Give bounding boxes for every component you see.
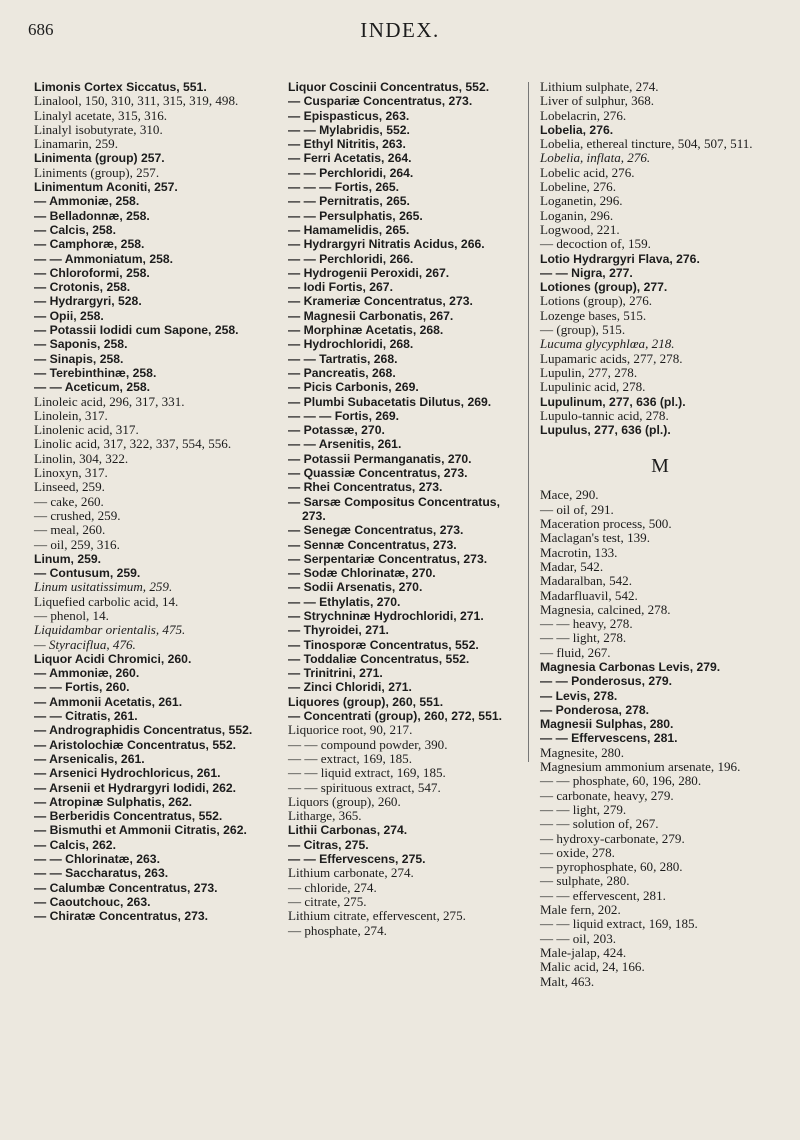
- index-entry: — decoction of, 159.: [540, 236, 651, 252]
- index-column-3: [540, 80, 780, 989]
- index-entry: — Strychninæ Hydrochloridi, 271.: [288, 608, 484, 623]
- index-entry: — Ponderosa, 278.: [540, 702, 650, 717]
- index-entry: Lobelia, inflata, 276.: [540, 150, 651, 166]
- index-entry: Linoxyn, 317.: [34, 465, 108, 481]
- index-entry: Lobelia, 276.: [540, 122, 614, 137]
- index-entry: Lucuma glycyphlœa, 218.: [540, 336, 675, 352]
- index-entry: — — light, 278.: [540, 630, 627, 646]
- index-entry: — — Effervescens, 275.: [288, 852, 426, 867]
- index-entry: — — liquid extract, 169, 185.: [288, 765, 446, 781]
- index-entry: Linalool, 150, 310, 311, 315, 319, 498.: [34, 93, 239, 109]
- index-entry: — Saponis, 258.: [34, 337, 128, 352]
- index-entry: — — spirituous extract, 547.: [288, 779, 441, 795]
- index-entry: — Picis Carbonis, 269.: [288, 380, 419, 395]
- index-entry: — Opii, 258.: [34, 308, 104, 323]
- index-entry: — Calumbæ Concentratus, 273.: [34, 880, 218, 895]
- index-entry: — Styraciflua, 476.: [34, 636, 136, 652]
- index-entry: Lupulus, 277, 636 (pl.).: [540, 423, 671, 438]
- index-entry: — Ammoniæ, 260.: [34, 666, 140, 681]
- index-entry: Lozenge bases, 515.: [540, 307, 647, 323]
- page-number: 686: [28, 20, 54, 39]
- index-entry: — Potassii Permanganatis, 270.: [288, 451, 472, 466]
- index-entry: — Andrographidis Concentratus, 552.: [34, 723, 253, 738]
- index-entry: — Belladonnæ, 258.: [34, 208, 150, 223]
- index-entry: — Calcis, 262.: [34, 837, 116, 852]
- index-entry: Magnesium ammonium arsenate, 196.: [540, 759, 741, 775]
- index-entry: Loganetin, 296.: [540, 193, 623, 209]
- index-entry: Linimenta (group) 257.: [34, 151, 165, 166]
- index-entry: — crushed, 259.: [34, 507, 121, 523]
- index-entry: Logwood, 221.: [540, 221, 620, 237]
- index-entry: Linum, 259.: [34, 551, 102, 566]
- index-entry: Macrotin, 133.: [540, 544, 618, 560]
- index-entry: — — Fortis, 260.: [34, 680, 130, 695]
- index-entry: — oil, 259, 316.: [34, 536, 120, 552]
- index-entry: — Krameriæ Concentratus, 273.: [288, 294, 473, 309]
- index-entry: Maceration process, 500.: [540, 516, 672, 532]
- index-column-1: [34, 80, 266, 924]
- index-entry: — Trinitrini, 271.: [288, 666, 383, 681]
- index-entry: Magnesia Carbonas Levis, 279.: [540, 659, 721, 674]
- index-entry: — fluid, 267.: [540, 644, 611, 660]
- index-entry: — Hydrargyri Nitratis Acidus, 266.: [288, 237, 485, 252]
- index-column-2: [288, 80, 520, 938]
- index-entry: Lithium citrate, effervescent, 275.: [288, 908, 466, 924]
- index-entry: — — heavy, 278.: [540, 616, 633, 632]
- index-entry: — Sarsæ Compositus Concentratus, 273.: [288, 494, 500, 523]
- index-entry: — Hydrogenii Peroxidi, 267.: [288, 265, 450, 280]
- index-entry: Lobelia, ethereal tincture, 504, 507, 511.: [540, 136, 753, 152]
- index-entry: Lithii Carbonas, 274.: [288, 823, 408, 838]
- index-entry: — Toddaliæ Concentratus, 552.: [288, 651, 470, 666]
- index-entry: — Aristolochiæ Concentratus, 552.: [34, 737, 237, 752]
- index-entry: — — compound powder, 390.: [288, 736, 448, 752]
- index-entry: — oil of, 291.: [540, 501, 614, 517]
- index-entry: — — phosphate, 60, 196, 280.: [540, 773, 702, 789]
- index-entry: Magnesii Sulphas, 280.: [540, 717, 674, 732]
- index-entry: Lithium carbonate, 274.: [288, 865, 414, 881]
- index-entry: — — solution of, 267.: [540, 816, 659, 832]
- index-entry: — — Effervescens, 281.: [540, 731, 678, 746]
- index-entry: — — Arsenitis, 261.: [288, 437, 402, 452]
- index-entry: — Hydrochloridi, 268.: [288, 337, 414, 352]
- index-entry: — Pancreatis, 268.: [288, 365, 396, 380]
- index-entry: — (group), 515.: [540, 322, 626, 338]
- index-entry: Maclagan's test, 139.: [540, 530, 650, 546]
- index-entry: Madaralban, 542.: [540, 573, 632, 589]
- index-entry: — Citras, 275.: [288, 837, 369, 852]
- index-entry: — Thyroidei, 271.: [288, 623, 389, 638]
- index-entry: Linoleic acid, 296, 317, 331.: [34, 393, 185, 409]
- index-entry: — Senegæ Concentratus, 273.: [288, 523, 464, 538]
- index-entry: Litharge, 365.: [288, 808, 362, 824]
- index-entry: Malic acid, 24, 166.: [540, 959, 645, 975]
- index-entry: Liver of sulphur, 368.: [540, 93, 655, 109]
- index-entry: — Levis, 278.: [540, 688, 618, 703]
- index-entry: Linseed, 259.: [34, 479, 105, 495]
- index-entry: — Sinapis, 258.: [34, 351, 124, 366]
- index-entry: — — — Fortis, 269.: [288, 408, 400, 423]
- index-entry: — Ferri Acetatis, 264.: [288, 151, 412, 166]
- index-entry: — phosphate, 274.: [288, 922, 387, 938]
- index-entry: — cake, 260.: [34, 493, 104, 509]
- index-entry: — — Chlorinatæ, 263.: [34, 852, 160, 867]
- index-entry: — citrate, 275.: [288, 893, 367, 909]
- index-entry: — Iodi Fortis, 267.: [288, 280, 393, 295]
- index-entry: — chloride, 274.: [288, 879, 377, 895]
- index-entry: — Arsenicalis, 261.: [34, 751, 145, 766]
- index-entry: Linimentum Aconiti, 257.: [34, 180, 178, 195]
- index-entry: — — extract, 169, 185.: [288, 750, 413, 766]
- index-entry: — — Citratis, 261.: [34, 709, 138, 724]
- index-entry: Madarfluavil, 542.: [540, 587, 638, 603]
- index-entry: — Serpentariæ Concentratus, 273.: [288, 551, 488, 566]
- index-entry: — Potassii Iodidi cum Sapone, 258.: [34, 323, 239, 338]
- index-entry: — — Aceticum, 258.: [34, 380, 151, 395]
- index-entry: — Zinci Chloridi, 271.: [288, 680, 412, 695]
- index-entry: — — Saccharatus, 263.: [34, 866, 169, 881]
- index-entry: — Potassæ, 270.: [288, 423, 385, 438]
- index-entry: Lobeline, 276.: [540, 179, 616, 195]
- index-entry: — — Ponderosus, 279.: [540, 674, 673, 689]
- index-entry: — — Pernitratis, 265.: [288, 194, 410, 209]
- index-entry: — — — Fortis, 265.: [288, 180, 400, 195]
- index-entry: — Crotonis, 258.: [34, 280, 131, 295]
- index-entry: Madar, 542.: [540, 558, 604, 574]
- index-entry: Linolenic acid, 317.: [34, 422, 139, 438]
- index-entry: Liquores (group), 260, 551.: [288, 694, 444, 709]
- index-entry: — oxide, 278.: [540, 844, 615, 860]
- index-entry: Liquor Acidi Chromici, 260.: [34, 651, 192, 666]
- index-entry: — Ethyl Nitritis, 263.: [288, 137, 406, 152]
- index-entry: — Arsenii et Hydrargyri Iodidi, 262.: [34, 780, 237, 795]
- index-entry: Lotiones (group), 277.: [540, 280, 668, 295]
- index-entry: Linum usitatissimum, 259.: [34, 579, 173, 595]
- index-entry: Liquors (group), 260.: [288, 793, 401, 809]
- index-entry: — Rhei Concentratus, 273.: [288, 480, 443, 495]
- index-entry: — Ammoniæ, 258.: [34, 194, 140, 209]
- index-entry: Lupulo-tannic acid, 278.: [540, 407, 669, 423]
- index-entry: — Sennæ Concentratus, 273.: [288, 537, 457, 552]
- index-entry: Lobelic acid, 276.: [540, 164, 635, 180]
- index-entry: — Caoutchouc, 263.: [34, 894, 151, 909]
- index-entry: Linolin, 304, 322.: [34, 450, 129, 466]
- index-entry: Lupulin, 277, 278.: [540, 364, 638, 380]
- index-entry: — — Mylabridis, 552.: [288, 122, 410, 137]
- index-entry: Liquorice root, 90, 217.: [288, 722, 413, 738]
- index-entry: — Cuspariæ Concentratus, 273.: [288, 94, 473, 109]
- index-entry: Lupulinic acid, 278.: [540, 379, 646, 395]
- index-entry: Male fern, 202.: [540, 902, 621, 918]
- index-entry: — — Persulphatis, 265.: [288, 208, 423, 223]
- index-entry: — carbonate, heavy, 279.: [540, 787, 674, 803]
- index-entry: Linamarin, 259.: [34, 136, 118, 152]
- index-entry: — — Nigra, 277.: [540, 265, 633, 280]
- index-entry: Liquefied carbolic acid, 14.: [34, 593, 179, 609]
- index-entry: Limonis Cortex Siccatus, 551.: [34, 80, 207, 94]
- index-entry: — Quassiæ Concentratus, 273.: [288, 466, 468, 481]
- index-entry: — — Perchloridi, 266.: [288, 251, 414, 266]
- column-rule: [528, 82, 529, 762]
- index-entry: — Tinosporæ Concentratus, 552.: [288, 637, 479, 652]
- index-entry: Liniments (group), 257.: [34, 164, 160, 180]
- index-entry: Lupamaric acids, 277, 278.: [540, 350, 683, 366]
- index-entry: Lithium sulphate, 274.: [540, 79, 659, 94]
- index-entry: Loganin, 296.: [540, 207, 614, 223]
- running-head: INDEX.: [360, 18, 440, 42]
- index-entry: — Plumbi Subacetatis Dilutus, 269.: [288, 394, 492, 409]
- index-entry: Liquidambar orientalis, 475.: [34, 622, 186, 638]
- index-entry: — Terebinthinæ, 258.: [34, 365, 157, 380]
- index-entry: — Atropinæ Sulphatis, 262.: [34, 794, 193, 809]
- index-entry: Lupulinum, 277, 636 (pl.).: [540, 394, 686, 409]
- index-entry: — Morphinæ Acetatis, 268.: [288, 323, 444, 338]
- index-entry: Liquor Coscinii Concentratus, 552.: [288, 80, 490, 94]
- index-entry: — Magnesii Carbonatis, 267.: [288, 308, 454, 323]
- index-entry: — Camphoræ, 258.: [34, 237, 145, 252]
- index-entry: — — effervescent, 281.: [540, 887, 666, 903]
- index-entry: — Epispasticus, 263.: [288, 108, 410, 123]
- index-entry: — Sodæ Chlorinatæ, 270.: [288, 566, 436, 581]
- index-entry: Linolein, 317.: [34, 407, 108, 423]
- index-entry: Male-jalap, 424.: [540, 944, 627, 960]
- index-entry: — pyrophosphate, 60, 280.: [540, 859, 683, 875]
- index-entry: — — Ammoniatum, 258.: [34, 251, 174, 266]
- index-entry: — Bismuthi et Ammonii Citratis, 262.: [34, 823, 247, 838]
- index-entry: Linalyl isobutyrate, 310.: [34, 121, 163, 137]
- index-entry: Lobelacrin, 276.: [540, 107, 627, 123]
- index-entry: Linalyl acetate, 315, 316.: [34, 107, 168, 123]
- index-entry: — sulphate, 280.: [540, 873, 630, 889]
- index-entry: — phenol, 14.: [34, 607, 109, 623]
- index-entry: — Hydrargyri, 528.: [34, 294, 142, 309]
- index-entry: — — Tartratis, 268.: [288, 351, 398, 366]
- index-entry: Magnesia, calcined, 278.: [540, 601, 671, 617]
- index-entry: — Sodii Arsenatis, 270.: [288, 580, 423, 595]
- index-entry: — Chiratæ Concentratus, 273.: [34, 909, 209, 924]
- index-entry: — Calcis, 258.: [34, 222, 116, 237]
- index-entry: — — oil, 203.: [540, 930, 617, 946]
- index-entry: — Chloroformi, 258.: [34, 265, 150, 280]
- index-entry: — Arsenici Hydrochloricus, 261.: [34, 766, 221, 781]
- index-entry: — — light, 279.: [540, 801, 627, 817]
- index-entry: Magnesite, 280.: [540, 744, 625, 760]
- index-entry: Linolic acid, 317, 322, 337, 554, 556.: [34, 436, 232, 452]
- index-entry: — hydroxy-carbonate, 279.: [540, 830, 685, 846]
- index-entry: Lotio Hydrargyri Flava, 276.: [540, 251, 700, 266]
- index-entry: — — Ethylatis, 270.: [288, 594, 401, 609]
- index-entry: — meal, 260.: [34, 522, 106, 538]
- index-entry: Mace, 290.: [540, 487, 599, 503]
- index-entry: Malt, 463.: [540, 973, 595, 989]
- section-letter: M: [651, 455, 669, 478]
- index-entry: — Contusum, 259.: [34, 566, 141, 581]
- index-entry: — Concentrati (group), 260, 272, 551.: [288, 709, 503, 724]
- index-entry: — — Perchloridi, 264.: [288, 165, 414, 180]
- index-entry: — Berberidis Concentratus, 552.: [34, 809, 223, 824]
- index-entry: — Hamamelidis, 265.: [288, 222, 410, 237]
- index-entry: Lotions (group), 276.: [540, 293, 653, 309]
- index-entry: — — liquid extract, 169, 185.: [540, 916, 698, 932]
- index-entry: — Ammonii Acetatis, 261.: [34, 694, 183, 709]
